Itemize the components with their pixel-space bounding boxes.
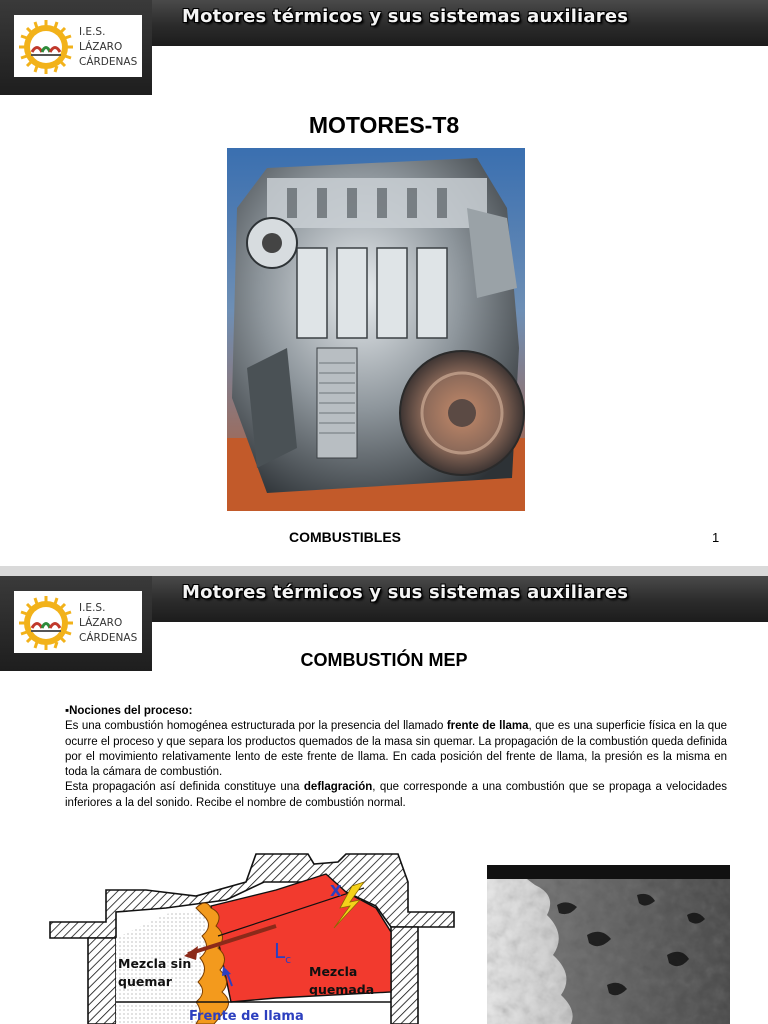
footer-label: COMBUSTIBLES [289, 529, 401, 545]
sun-logo-icon [18, 19, 74, 75]
paragraph-2-text-b: , que corresponde a una combustión que se propaga a velocidades inferiores a la del sonido. Recibe el nombre de combustión normal. [65, 781, 727, 809]
paragraph-1-text-b: , que es una superficie física en la que ocurre el proceso y que separa los productos quemados de la masa sin quemar. La propagación de la combustión queda definida por el movimiento relativamente lento de este frente de llama. En cada posición del frente de llama, la presión es la misma en toda la cámara de combustión. [65, 720, 727, 779]
school-name [79, 601, 141, 646]
school-name-line-1: I.E.S. [79, 602, 106, 614]
school-name [79, 25, 141, 70]
label-x: X [330, 882, 342, 900]
slide-title: MOTORES-T8 [308, 112, 460, 138]
logo-panel [0, 0, 152, 95]
label-unburned-mixture-2: quemar [118, 974, 172, 989]
school-name-line-2: LÁZARO [79, 41, 123, 53]
paragraph-2-text-a: Esta propagación así definida constituye una [65, 781, 304, 794]
paragraph-1 [65, 719, 727, 780]
school-name-line-3: CÁRDENAS [79, 632, 138, 644]
sun-logo-icon [18, 595, 74, 651]
right-cylinder-wall [391, 927, 418, 1024]
page-number: 1 [712, 530, 720, 545]
school-logo [14, 591, 142, 653]
engine-cutaway-photo [227, 148, 525, 511]
header-title: Motores térmicos y sus sistemas auxiliares [182, 6, 629, 27]
body-text [65, 704, 727, 811]
label-unburned-mixture-1: Mezcla sin [118, 956, 192, 971]
school-name-line-3: CÁRDENAS [79, 56, 138, 68]
term-deflagration: deflagración [303, 781, 373, 794]
paragraph-1-text-a: Es una combustión homogénea estructurada por la presencia del llamado [65, 720, 447, 733]
label-flame-front: Frente de llama [189, 1009, 304, 1024]
combustion-chamber-diagram [46, 852, 461, 1024]
bullet-icon: ▪ [65, 705, 70, 717]
label-lc-sub: c [285, 953, 292, 966]
label-burned-mixture-2: quemada [309, 982, 375, 997]
school-name-line-1: I.E.S. [79, 26, 106, 38]
slide-2 [0, 576, 768, 1024]
slide-title: COMBUSTIÓN MEP [300, 650, 468, 670]
header-title: Motores térmicos y sus sistemas auxiliares [182, 582, 629, 603]
school-logo [14, 15, 142, 77]
label-lc-main: L [274, 939, 286, 963]
label-burned-mixture-1: Mezcla [309, 964, 358, 979]
section-heading: Nociones del proceso: [69, 705, 193, 717]
flame-front-photo [487, 865, 730, 1024]
left-cylinder-wall [88, 938, 116, 1024]
section-heading-line [65, 704, 727, 719]
term-flame-front: frente de llama [446, 720, 529, 733]
paragraph-2 [65, 780, 727, 811]
school-name-line-2: LÁZARO [79, 617, 123, 629]
